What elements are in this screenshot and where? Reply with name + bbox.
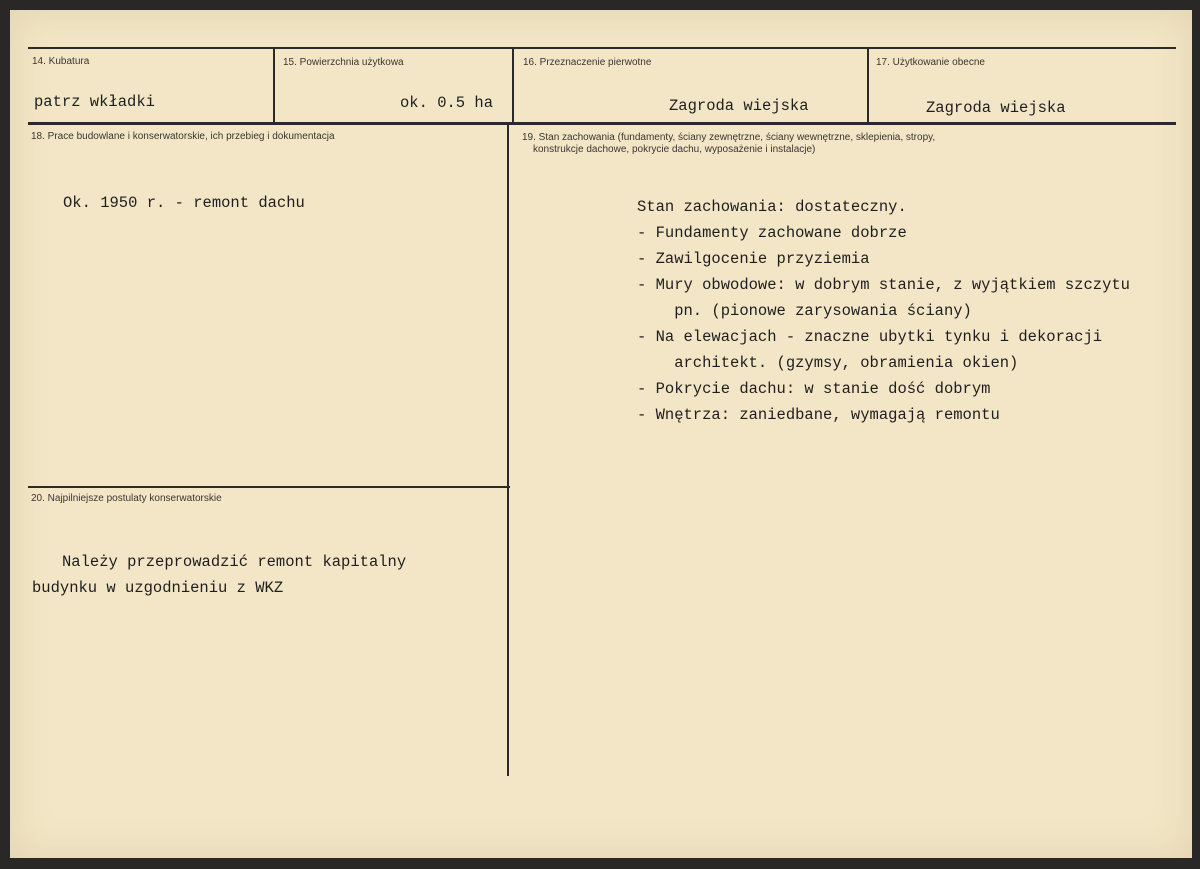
divider-15-16 [512, 48, 514, 124]
field19-text-block [637, 194, 1130, 428]
field16-label: 16. Przeznaczenie pierwotne [523, 57, 652, 68]
field18-bottom-rule [28, 486, 510, 488]
field19-line: architekt. (gzymsy, obramienia okien) [637, 354, 1019, 372]
field19-line: - Pokrycie dachu: w stanie dość dobrym [637, 380, 991, 398]
field19-line: - Fundamenty zachowane dobrze [637, 224, 907, 242]
field18-value: Ok. 1950 r. - remont dachu [63, 194, 305, 212]
field15-value: ok. 0.5 ha [400, 94, 494, 112]
field19-line: Stan zachowania: dostateczny. [637, 198, 907, 216]
field20-line2: budynku w uzgodnieniu z WKZ [32, 579, 284, 597]
field15-label: 15. Powierzchnia użytkowa [283, 57, 404, 68]
field19-label-line2: konstrukcje dachowe, pokrycie dachu, wyposażenie i instalacje) [533, 144, 816, 155]
field19-line: - Mury obwodowe: w dobrym stanie, z wyjątkiem szczytu [637, 276, 1130, 294]
field14-value: patrz wkładki [34, 93, 155, 111]
field20-label: 20. Najpilniejsze postulaty konserwatorskie [31, 493, 222, 504]
field19-line: - Na elewacjach - znaczne ubytki tynku i dekoracji [637, 328, 1103, 346]
field19-label-line1: 19. Stan zachowania (fundamenty, ściany zewnętrzne, ściany wewnętrzne, sklepienia, stropy, [522, 132, 936, 143]
field18-label: 18. Prace budowlane i konserwatorskie, ich przebieg i dokumentacja [31, 131, 335, 142]
inventory-card [10, 10, 1192, 858]
divider-14-15 [273, 48, 275, 124]
field16-value: Zagroda wiejska [669, 97, 809, 115]
field14-label: 14. Kubatura [32, 56, 90, 67]
field19-line: - Zawilgocenie przyziemia [637, 250, 870, 268]
divider-left-right [507, 124, 509, 776]
field19-line: pn. (pionowe zarysowania ściany) [637, 302, 972, 320]
field17-label: 17. Użytkowanie obecne [876, 57, 985, 68]
top-rule [28, 47, 1176, 49]
field20-line1: Należy przeprowadzić remont kapitalny [62, 553, 407, 571]
field19-line: - Wnętrza: zaniedbane, wymagają remontu [637, 406, 1000, 424]
row1-bottom-rule [28, 122, 1176, 125]
field17-value: Zagroda wiejska [926, 99, 1066, 117]
divider-16-17 [867, 48, 869, 124]
